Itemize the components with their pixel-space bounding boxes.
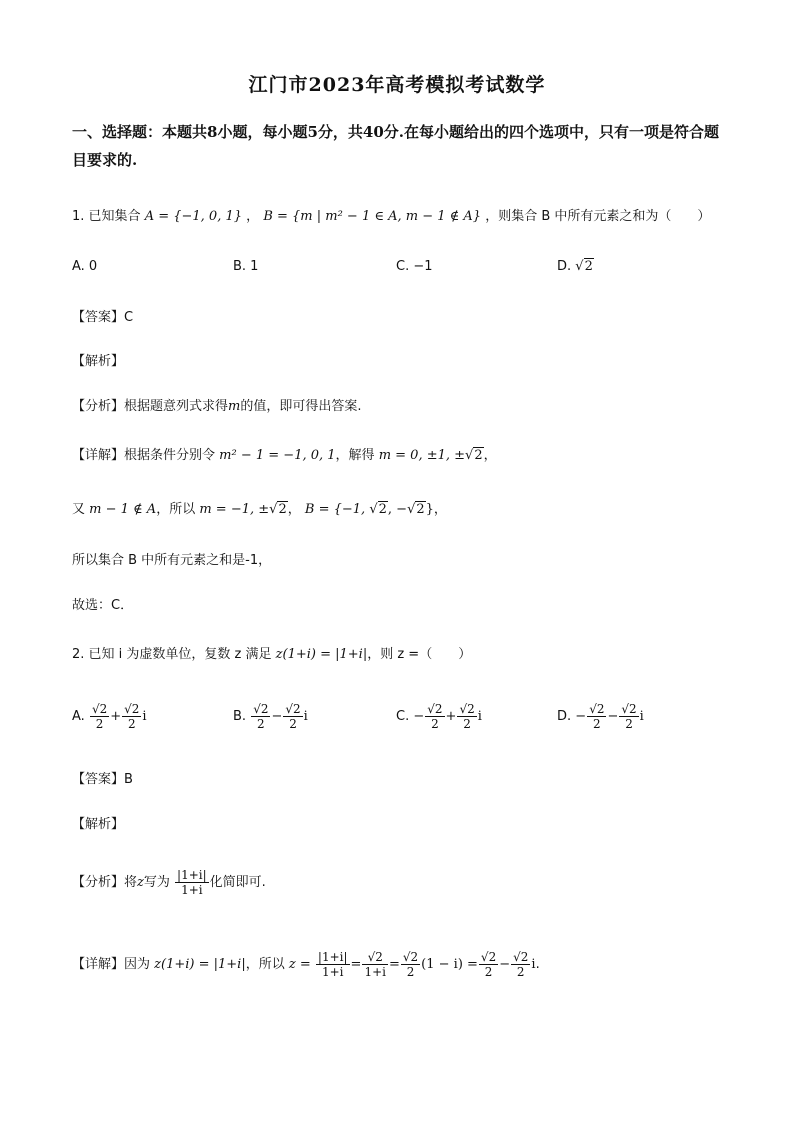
q2-answer: 【答案】B [72,772,133,787]
q1-detail-1: 【详解】根据条件分别令 m² − 1 = −1, 0, 1，解得 m = 0, ±1, ±√2， [72,448,497,463]
q1-detail-3: 所以集合 B 中所有元素之和是-1， [72,553,272,568]
question-1-stem: 1. 已知集合 A = {−1, 0, 1} ， B = {m | m² − 1 ∈ A, m − 1 ∉ A} ，则集合 B 中所有元素之和为（ ） [72,209,711,224]
page-title: 江门市2023年高考模拟考试数学 [248,74,546,96]
q1-fenxi: 【分析】根据题意列式求得m的值，即可得出答案. [72,399,362,414]
q1-option-a: A. 0 [72,259,98,274]
q2-option-d: D. − $\frac{√2}{2}$ − $\frac{√2}{2}$ i [557,702,644,731]
q1-option-c: C. −1 [396,259,433,274]
q1-option-d: D. √2 [557,259,593,274]
q2-fenxi: 【分析】将z写为 $\frac{|1+i|}{1+i}$ 化简即可. [72,868,266,897]
q2-option-b: B. $\frac{√2}{2}$ − $\frac{√2}{2}$ i [233,702,308,731]
q2-analysis-tag: 【解析】 [72,817,125,832]
q1-detail-2: 又 m − 1 ∉ A，所以 m = −1, ±√2， B = {−1, √2, −√2}， [72,502,447,517]
q2-option-c: C. − $\frac{√2}{2}$ + $\frac{√2}{2}$ i [396,702,482,731]
section-heading: 一、选择题：本题共8小题，每小题5分，共40分.在每小题给出的四个选项中，只有一项是符合题目要求的. [72,123,719,169]
q1-analysis-tag: 【解析】 [72,354,125,369]
q1-answer: 【答案】C [72,310,134,325]
question-2-stem: 2. 已知 i 为虚数单位，复数 z 满足 z(1+i) = |1+i|，则 z =（ ） [72,647,472,662]
q1-detail-4: 故选：C． [72,598,134,613]
q2-detail: 【详解】因为 z(1+i) = |1+i|，所以 z = $\frac{|1+i|}{1+i}$ = $\frac{√2}{1+i}$ = $\frac{√2}{2}$ (1 − i) = $\frac{√2}{2}$ − $\frac{√2}{2}$ i. [72,950,540,979]
q2-option-a: A. $\frac{√2}{2}$ + $\frac{√2}{2}$ i [72,702,147,731]
q1-option-b: B. 1 [233,259,259,274]
set-a: A = {−1, 0, 1} [144,209,243,224]
set-b: B = {m | m² − 1 ∈ A, m − 1 ∉ A} [263,209,482,224]
